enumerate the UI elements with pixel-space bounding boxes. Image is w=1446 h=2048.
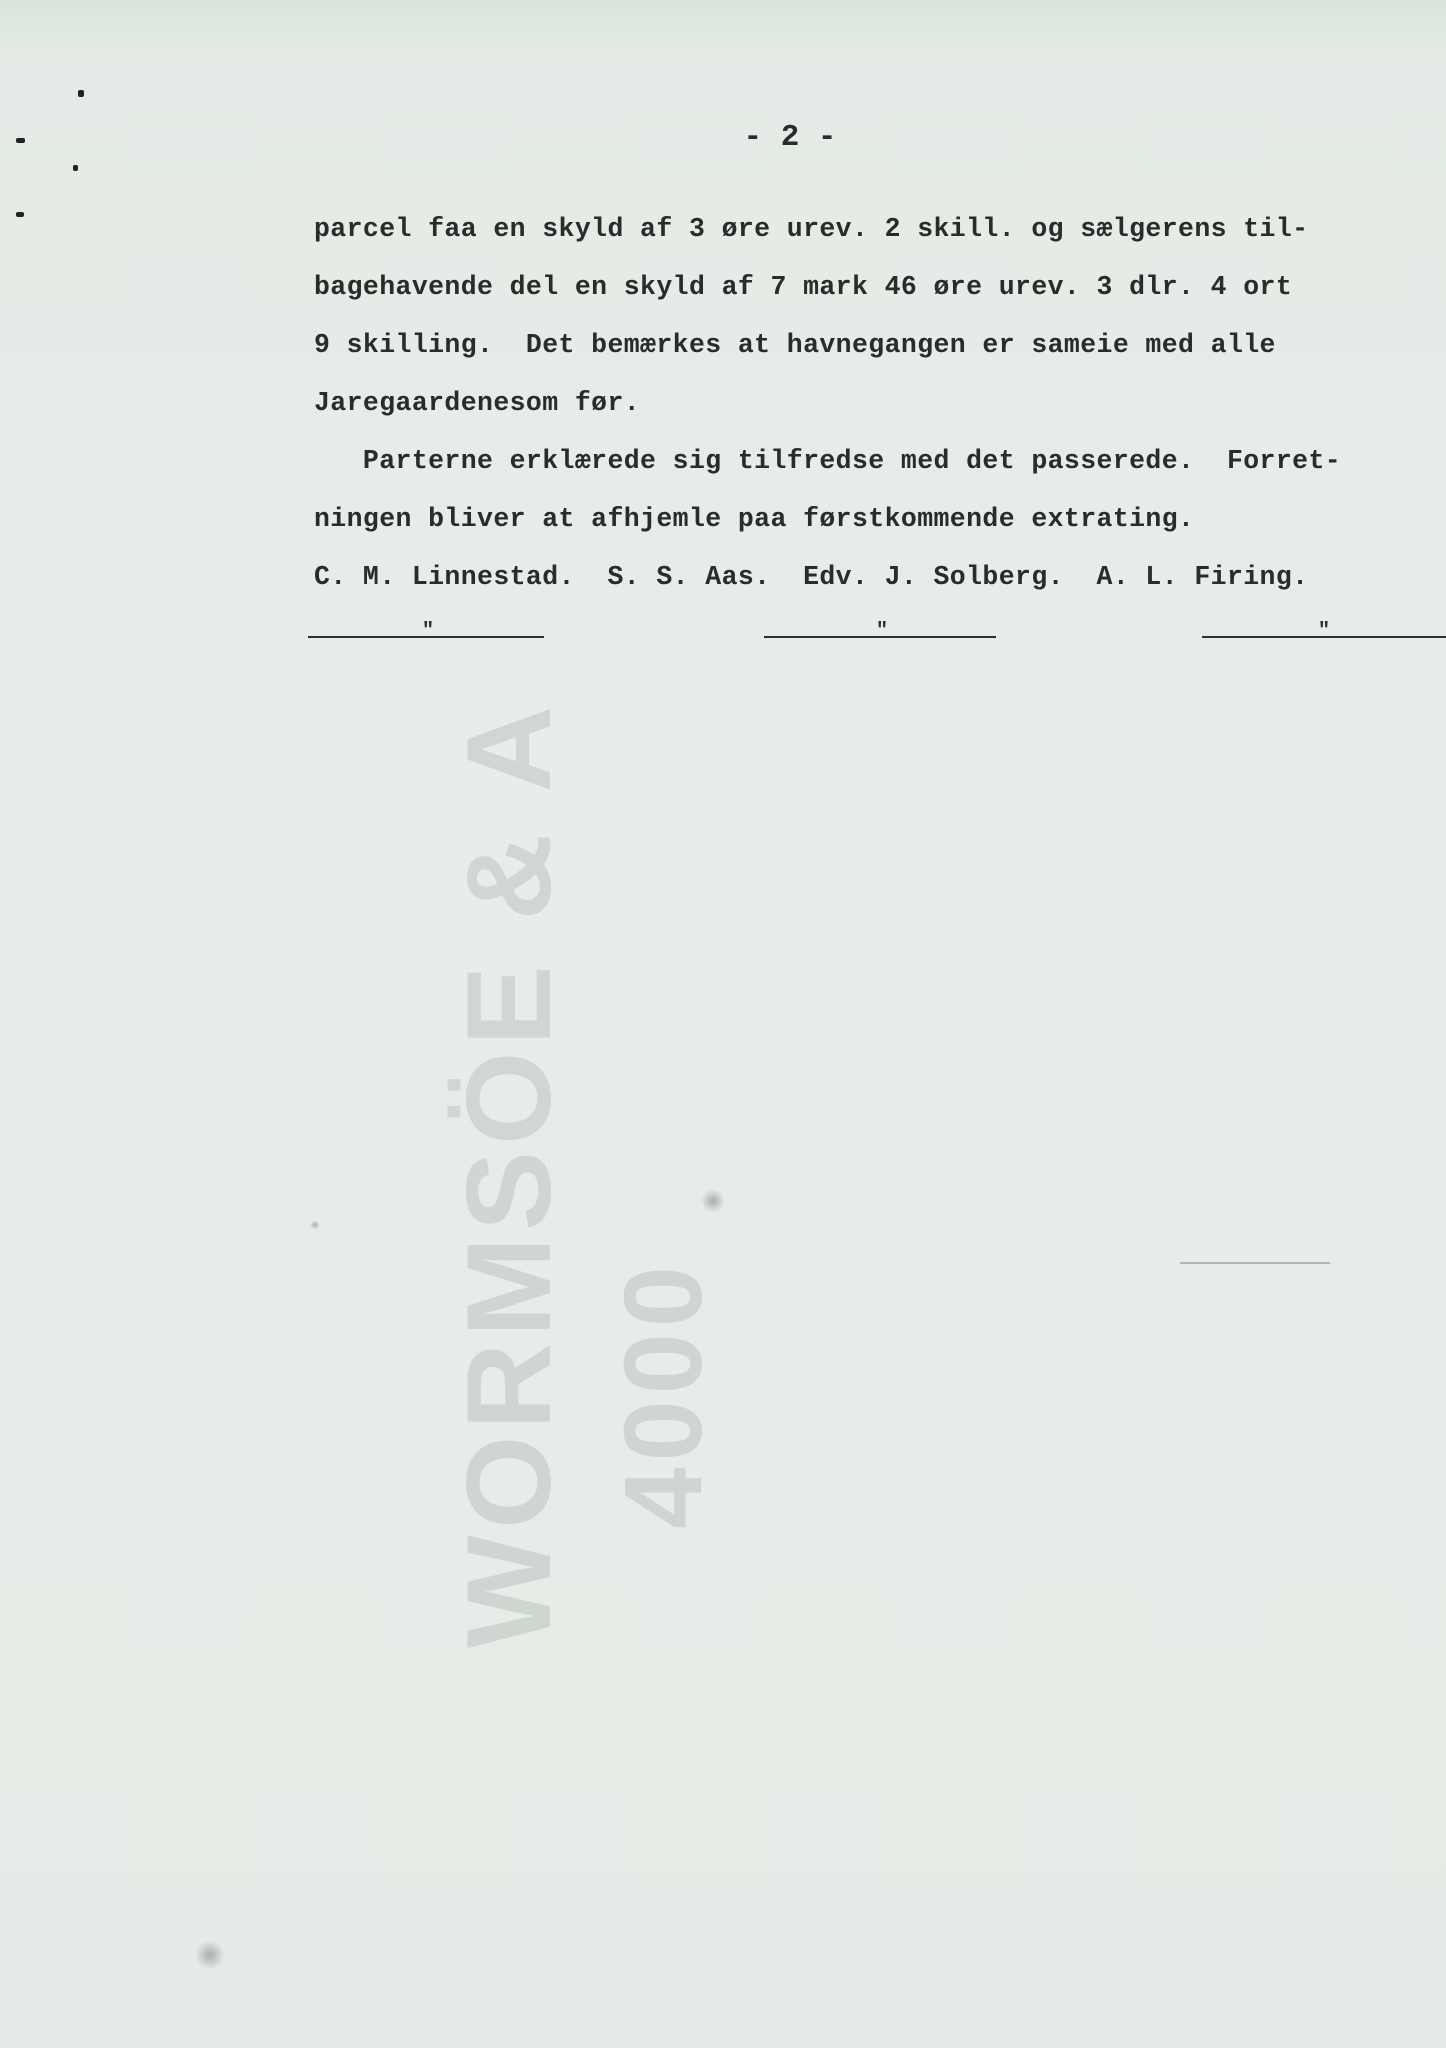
text-line: Jaregaardenesom før.	[314, 388, 641, 418]
margin-mark	[16, 138, 25, 143]
bleed-text-brand: WORMSÖE & A	[442, 700, 576, 1649]
margin-mark	[73, 165, 78, 171]
speck	[310, 1220, 320, 1230]
bleed-through-watermark	[420, 700, 740, 2030]
page-number: - 2 -	[743, 120, 837, 155]
text-line: bagehavende del en skyld af 7 mark 46 øre urev. 3 dlr. 4 ort	[314, 272, 1293, 302]
text-line: Parterne erklærede sig tilfredse med det passerede. Forret-	[314, 446, 1342, 476]
margin-mark	[16, 212, 24, 217]
pencil-stroke	[1180, 1262, 1330, 1264]
ditto-mark: "	[1318, 620, 1331, 643]
bleed-text-number: 4000	[602, 1260, 725, 1529]
ditto-mark: "	[422, 620, 435, 643]
ditto-signature-lines	[0, 620, 1446, 660]
text-line: 9 skilling. Det bemærkes at havnegangen er sameie med alle	[314, 330, 1276, 360]
margin-mark	[78, 90, 84, 97]
scan-top-edge	[0, 0, 1446, 52]
text-line: parcel faa en skyld af 3 øre urev. 2 skill. og sælgerens til-	[314, 214, 1309, 244]
ditto-mark: "	[876, 620, 889, 643]
typed-text-block	[314, 200, 1424, 606]
signatures-line: C. M. Linnestad. S. S. Aas. Edv. J. Solberg. A. L. Firing.	[314, 562, 1309, 592]
speck	[700, 1190, 726, 1212]
speck	[195, 1940, 225, 1970]
text-line: ningen bliver at afhjemle paa førstkommende extrating.	[314, 504, 1195, 534]
